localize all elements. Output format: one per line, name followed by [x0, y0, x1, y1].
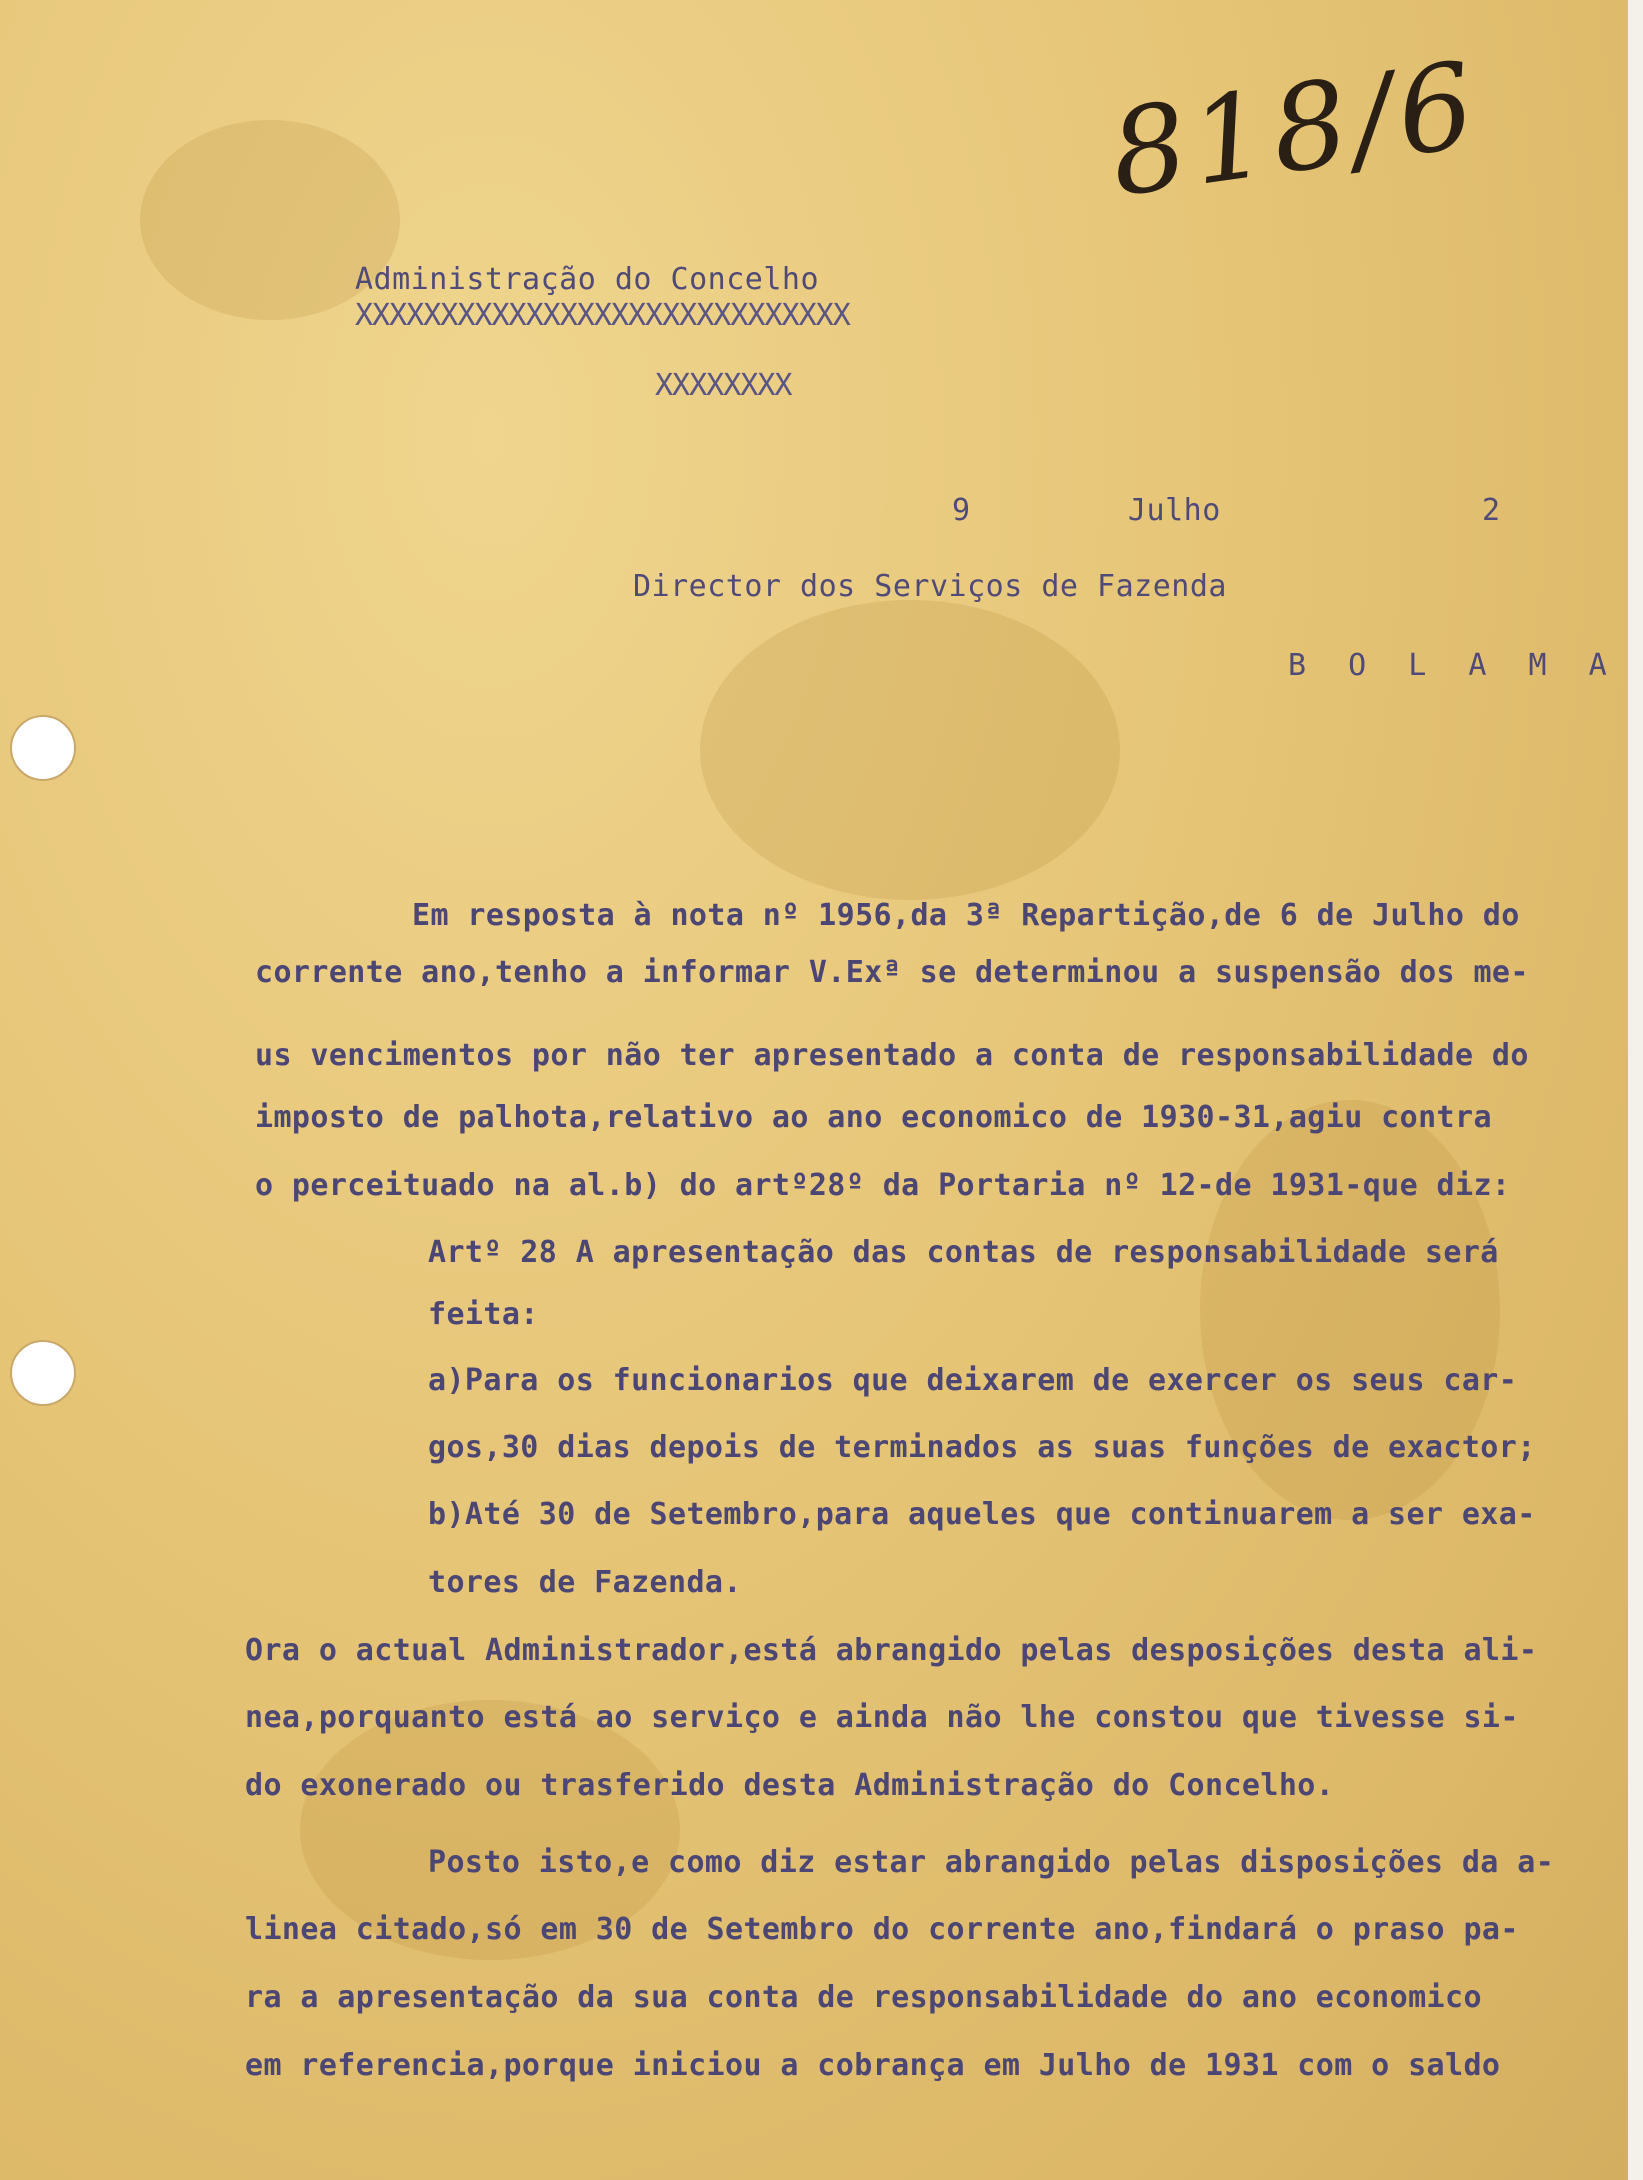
body-line: us vencimentos por não ter apresentado a conta de responsabilidade do	[255, 1038, 1529, 1073]
punch-hole	[10, 715, 76, 781]
body-line: o perceituado na al.b) do artº28º da Portaria nº 12-de 1931-que diz:	[255, 1168, 1511, 1203]
handwritten-reference: 818/6	[1102, 34, 1488, 224]
struck-out-line: XXXXXXXXXXXXXXXXXXXXXXXXXXXXX	[355, 298, 850, 333]
body-line: feita:	[428, 1297, 539, 1332]
struck-out-line: XXXXXXXX	[655, 368, 792, 403]
body-line: tores de Fazenda.	[428, 1565, 742, 1600]
recipient-title: Director dos Serviços de Fazenda	[633, 569, 1227, 604]
office-heading: Administração do Concelho	[355, 262, 820, 297]
body-line: do exonerado ou trasferido desta Administração do Concelho.	[245, 1768, 1335, 1803]
body-line: b)Até 30 de Setembro,para aqueles que continuarem a ser exa-	[428, 1497, 1536, 1532]
punch-hole	[10, 1340, 76, 1406]
body-line: a)Para os funcionarios que deixarem de exercer os seus car-	[428, 1363, 1518, 1398]
body-line: Ora o actual Administrador,está abrangido pelas desposições desta ali-	[245, 1633, 1538, 1668]
date-year: 2	[1482, 493, 1501, 528]
body-line: imposto de palhota,relativo ao ano economico de 1930-31,agiu contra	[255, 1100, 1492, 1135]
body-line: Em resposta à nota nº 1956,da 3ª Repartição,de 6 de Julho do	[412, 898, 1520, 933]
body-line: corrente ano,tenho a informar V.Exª se determinou a suspensão dos me-	[255, 955, 1529, 990]
body-line: nea,porquanto está ao serviço e ainda não lhe constou que tivesse si-	[245, 1700, 1519, 1735]
paper-stain	[700, 600, 1120, 900]
body-line: Posto isto,e como diz estar abrangido pelas disposições da a-	[428, 1845, 1555, 1880]
recipient-place: B O L A M A	[1288, 648, 1619, 683]
body-line: Artº 28 A apresentação das contas de responsabilidade será	[428, 1235, 1499, 1270]
body-line: em referencia,porque iniciou a cobrança em Julho de 1931 com o saldo	[245, 2048, 1501, 2083]
page-edge	[1628, 0, 1643, 2180]
date-month: Julho	[1128, 493, 1221, 528]
body-line: gos,30 dias depois de terminados as suas funções de exactor;	[428, 1430, 1536, 1465]
body-line: ra a apresentação da sua conta de responsabilidade do ano economico	[245, 1980, 1482, 2015]
body-line: linea citado,só em 30 de Setembro do corrente ano,findará o praso pa-	[245, 1912, 1519, 1947]
date-day: 9	[952, 493, 971, 528]
